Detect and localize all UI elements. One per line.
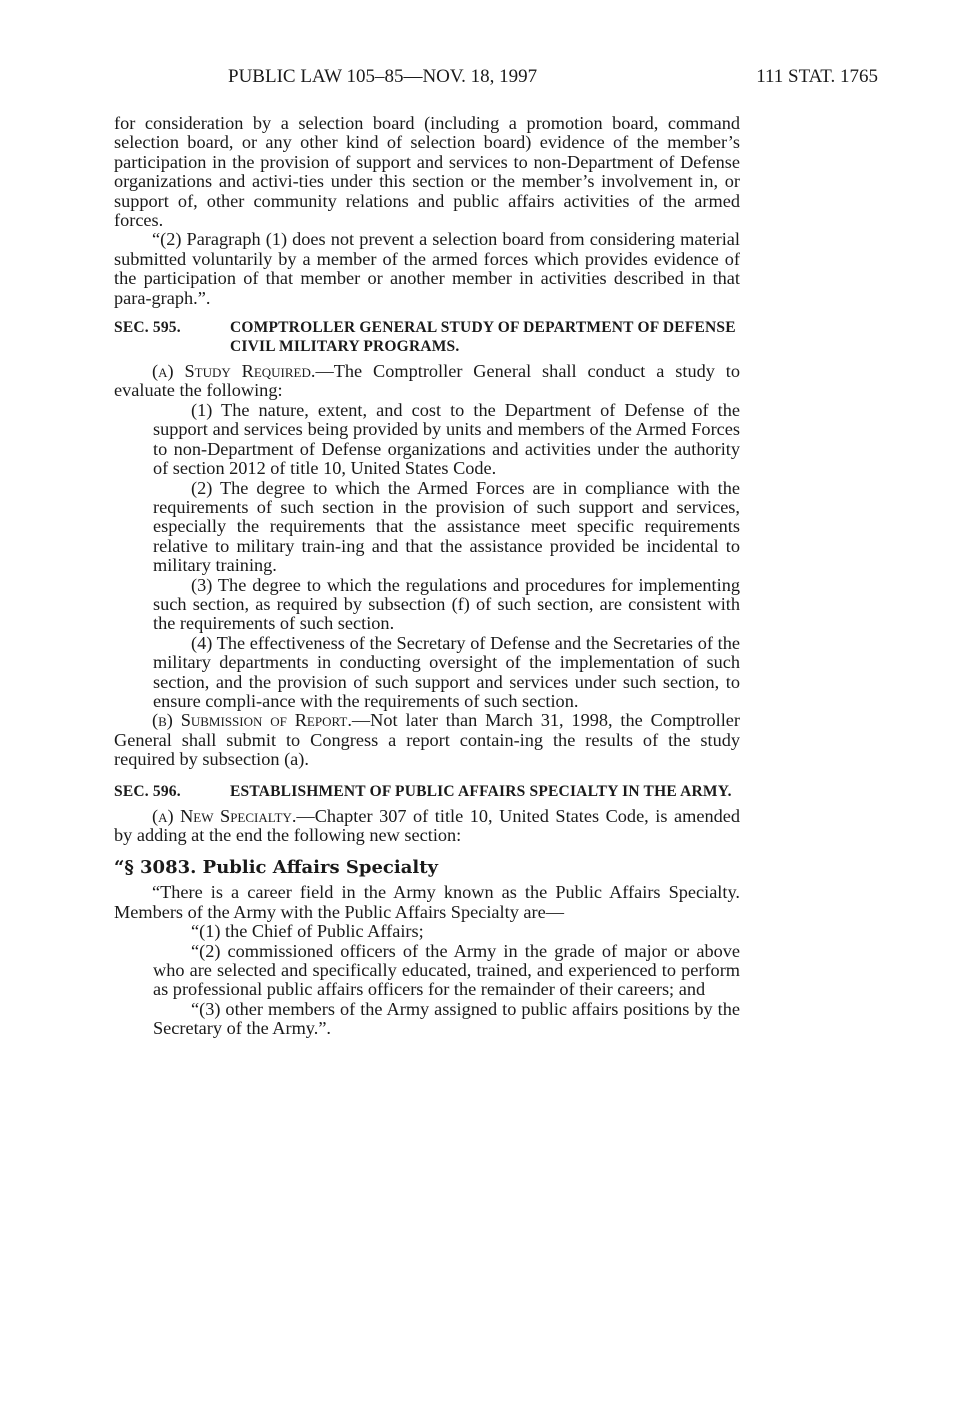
item-3: (3) The degree to which the regulations and procedures for implementing such section, as required by subsection (f) of such section, are consistent with the requirements of such section. (153, 574, 740, 634)
section-596-heading (114, 782, 740, 801)
statute-page-number: 111 STAT. 1765 (756, 66, 878, 87)
specialty-item-3: “(3) other members of the Army assigned to public affairs positions by the Secretary of the Army.”. (153, 998, 740, 1039)
law-citation: PUBLIC LAW 105–85—NOV. 18, 1997 (228, 66, 538, 87)
specialty-item-2: “(2) commissioned officers of the Army in the grade of major or above who are selected and specifically educated, trained, and experienced to perform as professional public affairs officers for the remainder of their careers; and (153, 940, 740, 1000)
new-specialty-heading: (a) New Specialty. (152, 805, 297, 826)
running-header (114, 66, 878, 90)
section-3083-heading: “§ 3083. Public Affairs Specialty (114, 857, 439, 879)
section-596-subsection-a (114, 807, 740, 846)
subsection-b-heading: (b) Submission of Report. (152, 710, 352, 731)
subsection-a-text: —The Comptroller General shall conduct a study to evaluate the following: (114, 361, 740, 401)
section-3083-intro: “There is a career field in the Army known as the Public Affairs Specialty. Members of the Army with the Public Affairs Specialty are— (114, 882, 740, 922)
specialty-item-1: “(1) the Chief of Public Affairs; (191, 921, 424, 942)
section-596-number: SEC. 596. (114, 782, 181, 800)
subsection-a-heading: (a) Study Required. (152, 361, 316, 382)
section-595-subsection-b (114, 711, 740, 769)
paragraph-2: “(2) Paragraph (1) does not prevent a selection board from considering material submitted voluntarily by a member of the armed forces which provides evidence of the participation of that member or another member in activities described in that para-graph.”. (114, 229, 740, 308)
item-4: (4) The effectiveness of the Secretary of Defense and the Secretaries of the military departments in conducting oversight of the implementation of such section, and the provision of such support and services under such section, to ensure compli-ance with the requirements of such section. (153, 632, 740, 711)
section-596-title: ESTABLISHMENT OF PUBLIC AFFAIRS SPECIALTY IN THE ARMY. (230, 782, 732, 800)
section-595-subsection-a (114, 362, 740, 401)
item-1: (1) The nature, extent, and cost to the Department of Defense of the support and services being provided by units and members of the Armed Forces to non-Department of Defense organizations and activities under the authority of section 2012 of title 10, United States Code. (153, 399, 740, 479)
continued-paragraph: for consideration by a selection board (including a promotion board, command selection board, or any other kind of selection board) evidence of the member’s participation in the provision of support and services to non-Department of Defense organizations and activi-ties under this section or the member’s involvement in, or support of, other community relations and public affairs activities of the armed forces. (114, 113, 740, 231)
document-body (114, 114, 740, 1039)
subsection-b-text: —Not later than March 31, 1998, the Comptroller General shall submit to Congress a report contain-ing the results of the study required by subsection (a). (114, 710, 740, 770)
section-595-title: COMPTROLLER GENERAL STUDY OF DEPARTMENT OF DEFENSE CIVIL MILITARY PROGRAMS. (230, 319, 736, 356)
item-2: (2) The degree to which the Armed Forces are in compliance with the requirements of such section in the provision of such support and services, especially the requirements that the assistance meet specific requirements relative to military train-ing and that the assistance provided be incidental to military training. (153, 477, 740, 576)
new-specialty-text: —Chapter 307 of title 10, United States Code, is amended by adding at the end the following new section: (114, 805, 740, 845)
section-595-number: SEC. 595. (114, 319, 181, 337)
section-595-heading (114, 318, 740, 356)
